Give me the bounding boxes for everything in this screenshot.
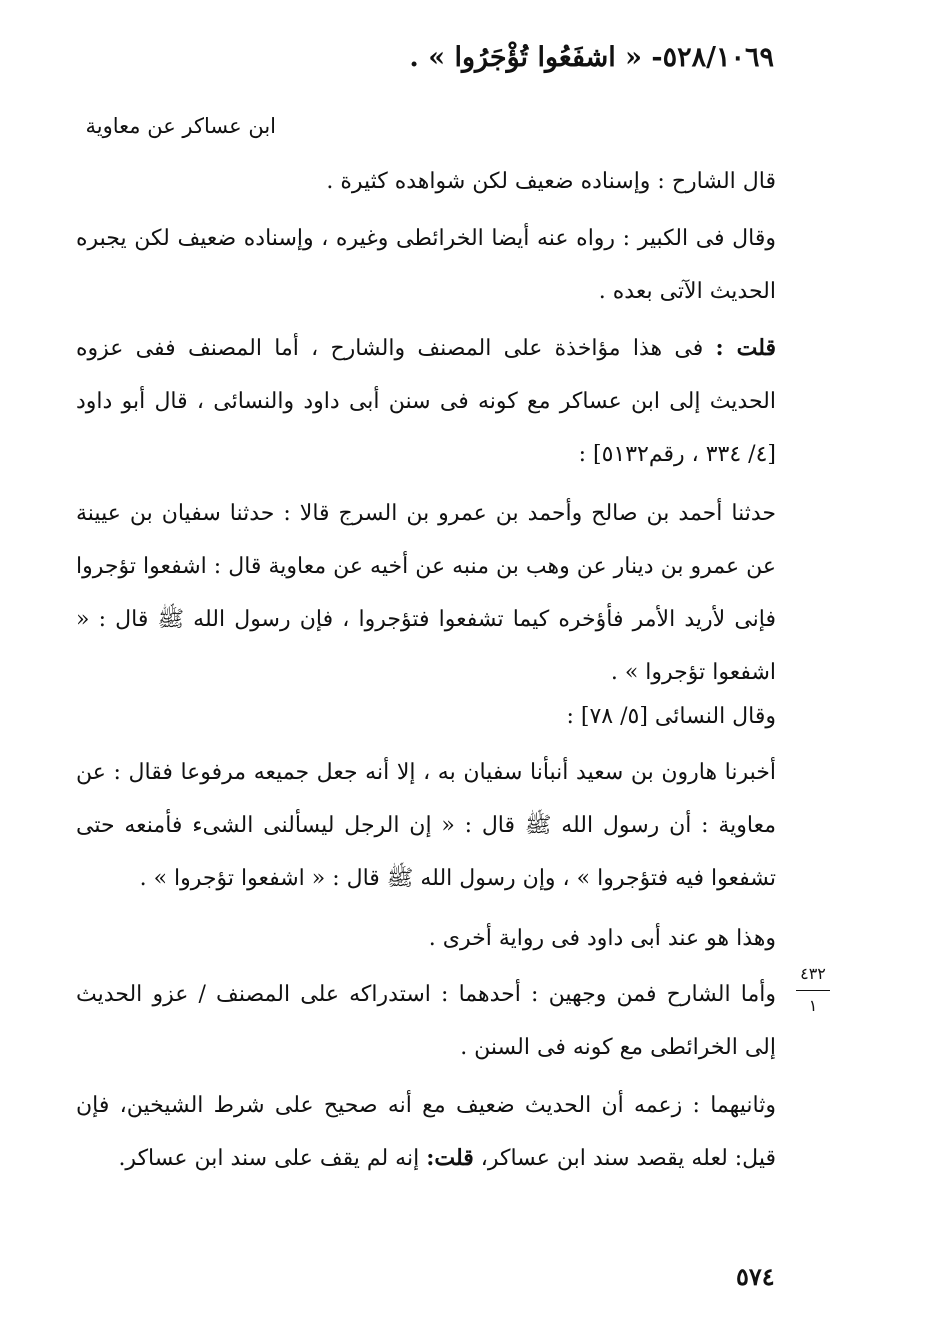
paragraph-text: حدثنا أحمد بن صالح وأحمد بن عمرو بن السرج قالا : حدثنا سفيان بن عيينة عن عمرو بن دينار عن وهب بن منبه عن أخيه عن معاوية قال : اشفعوا تؤجروا فإنى لأريد الأمر فأؤخره كيما تشفعوا فتؤجروا ، فإن رسول الله ﷺ قال : « اشفعوا تؤجروا » . xyxy=(76,501,776,685)
commentary-paragraph-1 xyxy=(76,155,776,208)
paragraph-text: فى هذا مؤاخذة على المصنف والشارح ، أما المصنف ففى عزوه الحديث إلى ابن عساكر مع كونه فى سنن أبى داود والنسائى ، قال أبو داود [٤/ ٣٣٤ ، رقم٥١٣٢] : xyxy=(76,336,776,467)
isnad-paragraph-abu-dawud xyxy=(76,487,776,699)
margin-volume-number: ٤٣٢ xyxy=(800,964,826,983)
paragraph-text: أخبرنا هارون بن سعيد أنبأنا سفيان به ، إلا أنه جعل جميعه مرفوعا فقال : عن معاوية : أن رسول الله ﷺ قال : « إن الرجل ليسألنى الشىء فأمنعه حتى تشفعوا فيه فتؤجروا » ، وإن رسول الله ﷺ قال : « اشفعوا تؤجروا » . xyxy=(76,760,776,891)
paragraph-text: وقال النسائى [٥/ ٧٨] : xyxy=(566,704,776,729)
paragraph-text: قال الشارح : وإسناده ضعيف لكن شواهده كثيرة . xyxy=(326,169,776,194)
commentary-paragraph-3 xyxy=(76,322,776,481)
paragraph-text: إنه لم يقف على سند ابن عساكر. xyxy=(118,1146,420,1171)
paragraph-text: وأما الشارح فمن وجهين : أحدهما : استدراكه على المصنف / عزو الحديث إلى الخرائطى مع كونه فى السنن . xyxy=(76,982,776,1060)
hadith-heading: ٥٢٨/١٠٦٩- « اشفَعُوا تُؤْجَرُوا » . xyxy=(409,42,774,73)
margin-divider xyxy=(796,990,830,991)
commentary-paragraph-7 xyxy=(76,912,776,965)
paragraph-text: وقال فى الكبير : رواه عنه أيضا الخرائطى وغيره ، وإسناده ضعيف لكن يجبره الحديث الآتى بعده . xyxy=(76,226,776,304)
commentary-paragraph-9 xyxy=(76,1079,776,1185)
nasai-reference xyxy=(76,690,776,743)
commentary-paragraph-8 xyxy=(76,968,776,1074)
margin-part-number: ١ xyxy=(808,996,818,1015)
isnad-paragraph-nasai xyxy=(76,746,776,905)
qultu-lead: قلت: xyxy=(426,1145,474,1171)
paragraph-text: وهذا هو عند أبى داود فى رواية أخرى . xyxy=(428,926,776,951)
paragraph-text: وثانيهما : زعمه أن الحديث ضعيف مع أنه صحيح على شرط الشيخين، فإن قيل: لعله يقصد سند ابن عساكر، xyxy=(76,1093,776,1171)
qultu-lead: قلت : xyxy=(715,335,776,361)
hadith-source: ابن عساكر عن معاوية xyxy=(85,114,276,138)
page-number: ٥٧٤ xyxy=(736,1262,775,1291)
commentary-paragraph-2 xyxy=(76,212,776,318)
